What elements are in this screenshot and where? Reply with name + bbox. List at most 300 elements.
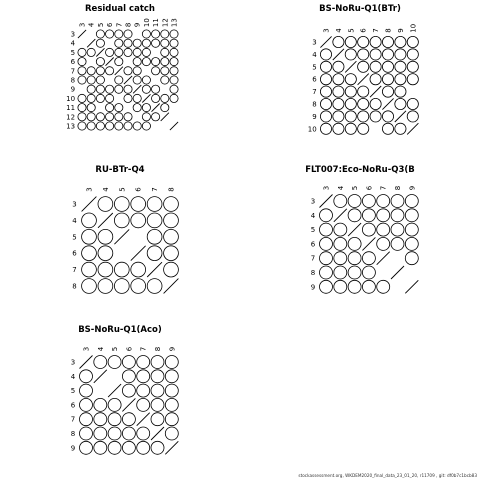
correlation-circle [78, 48, 86, 56]
correlation-circle [362, 209, 375, 222]
column-label: 12 [161, 18, 170, 28]
diagonal-mark [131, 246, 146, 261]
correlation-circle [142, 58, 150, 66]
correlation-circle [124, 113, 132, 121]
correlation-circle [391, 209, 404, 222]
correlation-circle [98, 197, 113, 212]
column-label: 9 [408, 185, 417, 191]
diagonal-mark [80, 356, 93, 369]
row-label: 4 [70, 372, 76, 381]
correlation-circle [395, 98, 406, 109]
correlation-circle [87, 104, 95, 112]
correlation-circle [370, 74, 381, 85]
panel-title: BS-NoRu-Q1(Aco) [78, 325, 162, 335]
row-label: 7 [310, 254, 316, 263]
correlation-circle [151, 398, 164, 411]
row-label: 9 [70, 85, 76, 94]
correlation-circle [348, 209, 361, 222]
row-label: 8 [70, 430, 76, 438]
correlation-circle [405, 237, 418, 250]
row-label: 9 [312, 112, 317, 121]
correlation-circle [407, 74, 418, 85]
correlation-circle [164, 197, 179, 212]
correlation-circle [407, 49, 418, 60]
column-label: 5 [351, 185, 360, 191]
correlation-circle [98, 279, 113, 294]
correlation-circle [152, 39, 160, 47]
correlation-circle [87, 76, 95, 84]
column-label: 4 [96, 346, 105, 352]
correlation-circle [80, 384, 93, 397]
column-label: 4 [334, 28, 343, 33]
correlation-circle [142, 39, 150, 47]
correlation-circle [131, 213, 146, 228]
correlation-circle [115, 122, 123, 130]
correlation-circle [133, 122, 141, 130]
column-label: 7 [372, 28, 381, 33]
column-label: 9 [168, 346, 177, 352]
correlation-circle [391, 223, 404, 236]
correlation-circle [320, 49, 331, 60]
correlation-circle [161, 48, 169, 56]
correlation-circle [78, 58, 86, 66]
correlation-circle [122, 370, 135, 383]
correlation-circle [320, 74, 331, 85]
column-label: 10 [409, 23, 418, 33]
column-label: 8 [167, 187, 176, 192]
correlation-circle [377, 223, 390, 236]
row-label: 3 [72, 200, 77, 209]
column-label: 3 [85, 187, 94, 192]
correlation-circle [124, 122, 132, 130]
correlation-circle [108, 427, 121, 440]
correlation-circle [122, 413, 135, 426]
correlation-circle [407, 61, 418, 72]
correlation-circle [96, 85, 104, 93]
row-label: 6 [310, 240, 316, 249]
correlation-circle [358, 61, 369, 72]
correlation-circle [334, 223, 347, 236]
correlation-circle [147, 229, 162, 244]
column-label: 5 [347, 28, 356, 33]
correlation-circle [382, 123, 393, 134]
correlation-circle [137, 441, 150, 454]
correlation-circle [333, 98, 344, 109]
correlation-circle [82, 246, 97, 261]
correlation-circle [382, 86, 393, 97]
row-label: 8 [312, 100, 317, 109]
column-label: 6 [365, 185, 374, 191]
correlation-circle [358, 98, 369, 109]
correlation-circle [345, 86, 356, 97]
column-label: 5 [111, 346, 120, 352]
correlation-circle [151, 356, 164, 369]
correlation-circle [152, 85, 160, 93]
diagonal-mark [345, 61, 356, 72]
correlation-circle [106, 104, 114, 112]
correlation-circle [96, 122, 104, 130]
correlation-circle [370, 98, 381, 109]
correlation-circle [362, 252, 375, 265]
correlation-circle [142, 76, 150, 84]
correlation-circle [358, 111, 369, 122]
correlation-circle [320, 209, 333, 222]
correlation-circle [377, 209, 390, 222]
diagonal-mark [78, 30, 86, 38]
correlation-circle [334, 252, 347, 265]
correlation-circle [94, 356, 107, 369]
correlation-circle [320, 280, 333, 293]
correlation-circle [391, 237, 404, 250]
correlation-circle [362, 223, 375, 236]
correlation-circle [320, 98, 331, 109]
correlation-circle [98, 229, 113, 244]
correlation-circle [96, 94, 104, 102]
row-label: 4 [312, 50, 317, 59]
diagonal-mark [114, 229, 129, 244]
correlation-circle [115, 39, 123, 47]
correlation-circle [320, 61, 331, 72]
correlation-circle [362, 280, 375, 293]
correlation-circle [161, 30, 169, 38]
correlation-circle [320, 123, 331, 134]
column-label: 5 [118, 187, 127, 192]
correlation-circle [333, 36, 344, 47]
correlation-circle [320, 223, 333, 236]
correlation-circle [78, 67, 86, 75]
correlation-circle [94, 413, 107, 426]
row-label: 6 [70, 58, 76, 67]
correlation-circle [80, 413, 93, 426]
correlation-circle [345, 36, 356, 47]
diagonal-mark [164, 279, 179, 294]
row-label: 6 [72, 249, 77, 258]
correlation-circle [96, 113, 104, 121]
correlation-circle [395, 49, 406, 60]
correlation-circle [94, 441, 107, 454]
correlation-circle [377, 195, 390, 208]
row-label: 3 [310, 197, 316, 206]
correlation-circle [334, 266, 347, 279]
correlation-circle [320, 237, 333, 250]
correlation-circle [98, 246, 113, 261]
correlation-circle [108, 356, 121, 369]
column-label: 8 [394, 185, 402, 191]
correlation-circle [114, 213, 129, 228]
correlation-circle [170, 48, 178, 56]
correlation-circle [87, 122, 95, 130]
correlation-circle [334, 237, 347, 250]
diagonal-mark [137, 413, 150, 426]
column-label: 7 [139, 346, 148, 352]
correlation-circle [114, 262, 129, 277]
column-label: 4 [336, 185, 345, 191]
correlation-circle [370, 61, 381, 72]
row-label: 8 [72, 282, 77, 291]
diagonal-mark [82, 197, 97, 212]
correlation-circle [96, 67, 104, 75]
correlation-circle [115, 76, 123, 84]
correlation-circle [395, 123, 406, 134]
correlation-circle [94, 398, 107, 411]
correlation-circle [115, 30, 123, 38]
row-label: 4 [72, 216, 77, 225]
correlation-circle [395, 74, 406, 85]
correlation-circle [80, 398, 93, 411]
row-label: 3 [70, 30, 76, 39]
correlation-circle [106, 85, 114, 93]
correlation-circle [170, 58, 178, 66]
correlation-circle [131, 197, 146, 212]
row-label: 12 [66, 113, 76, 122]
correlation-circle [137, 398, 150, 411]
correlation-circle [124, 39, 132, 47]
diagonal-mark [151, 427, 164, 440]
diagonal-mark [333, 49, 344, 60]
correlation-circle [170, 39, 178, 47]
diagonal-mark [320, 195, 333, 208]
correlation-circle [370, 36, 381, 47]
correlation-circle [333, 123, 344, 134]
correlation-circle [334, 280, 347, 293]
diagonal-mark [407, 123, 418, 134]
correlation-circle [382, 74, 393, 85]
correlation-circle [133, 76, 141, 84]
correlation-circle [345, 74, 356, 85]
correlation-circle [170, 67, 178, 75]
correlation-circle [87, 85, 95, 93]
panel-title: BS-NoRu-Q1(BTr) [319, 4, 401, 14]
correlation-circle [82, 262, 97, 277]
row-label: 4 [310, 211, 316, 220]
column-label: 9 [396, 28, 405, 33]
row-label: 9 [310, 283, 316, 292]
correlation-circle [161, 39, 169, 47]
correlation-circle [161, 67, 169, 75]
correlation-circle [124, 67, 132, 75]
correlation-circle [170, 94, 178, 102]
correlation-circle [345, 111, 356, 122]
correlation-circle [152, 30, 160, 38]
row-label: 8 [70, 76, 76, 85]
correlation-circle [407, 36, 418, 47]
correlation-circle [362, 266, 375, 279]
correlation-circle [147, 246, 162, 261]
row-label: 8 [310, 269, 316, 277]
column-label: 6 [125, 346, 134, 352]
diagonal-mark [320, 36, 331, 47]
correlation-circle [405, 252, 418, 265]
correlation-circle [382, 36, 393, 47]
correlation-circle [96, 39, 104, 47]
correlation-circle [124, 30, 132, 38]
correlation-circle [80, 427, 93, 440]
correlation-circle [320, 252, 333, 265]
correlation-circle [152, 58, 160, 66]
correlation-circle [115, 104, 123, 112]
column-label: 6 [359, 28, 368, 33]
correlation-circle [170, 76, 178, 84]
correlation-circle [151, 384, 164, 397]
correlation-circle [395, 36, 406, 47]
row-label: 7 [70, 415, 76, 424]
correlation-circle [164, 246, 179, 261]
diagonal-mark [358, 74, 369, 85]
row-label: 5 [72, 233, 77, 242]
correlation-circle [395, 61, 406, 72]
correlation-circle [382, 49, 393, 60]
correlation-circle [165, 370, 178, 383]
diagonal-mark [108, 384, 121, 397]
correlation-circle [115, 113, 123, 121]
correlation-circle [345, 123, 356, 134]
correlation-circle [161, 104, 169, 112]
correlation-circle [131, 279, 146, 294]
correlation-circle [82, 229, 97, 244]
column-label: 3 [78, 22, 87, 28]
correlation-circle [161, 58, 169, 66]
correlation-circle [78, 94, 86, 102]
correlation-circle [94, 427, 107, 440]
correlation-circle [377, 237, 390, 250]
row-label: 7 [72, 266, 77, 275]
correlation-circle [82, 279, 97, 294]
diagonal-mark [152, 104, 160, 112]
correlation-circle [106, 94, 114, 102]
column-label: 7 [379, 185, 388, 191]
correlation-circle [96, 58, 104, 66]
column-label: 4 [87, 22, 96, 28]
correlation-circle [320, 266, 333, 279]
correlation-circle [161, 76, 169, 84]
correlation-circle [170, 85, 178, 93]
correlation-circle [161, 94, 169, 102]
correlation-circle [137, 427, 150, 440]
diagonal-mark [161, 113, 169, 121]
column-label: 8 [124, 22, 133, 28]
diagonal-mark [87, 39, 95, 47]
correlation-circle [333, 86, 344, 97]
correlation-circle [348, 266, 361, 279]
correlation-circle [131, 262, 146, 277]
correlation-circle [78, 113, 86, 121]
correlation-circle [106, 113, 114, 121]
correlation-circle [405, 195, 418, 208]
correlation-circle [108, 441, 121, 454]
correlation-circle [165, 384, 178, 397]
correlation-circle [165, 413, 178, 426]
correlation-circle [147, 197, 162, 212]
column-label: 5 [96, 22, 105, 28]
column-label: 8 [154, 346, 162, 352]
correlation-circle [133, 48, 141, 56]
correlation-circle [96, 30, 104, 38]
correlation-circle [142, 113, 150, 121]
correlation-circle [106, 67, 114, 75]
column-label: 6 [134, 187, 143, 192]
correlation-circle [137, 384, 150, 397]
diagonal-mark [395, 111, 406, 122]
diagonal-mark [96, 48, 104, 56]
correlation-circle [115, 58, 123, 66]
row-label: 3 [312, 38, 317, 47]
diagonal-mark [382, 98, 393, 109]
diagonal-mark [115, 67, 123, 75]
correlation-circle [124, 85, 132, 93]
correlation-circle [164, 262, 179, 277]
row-label: 7 [70, 67, 76, 76]
correlation-circle [108, 413, 121, 426]
correlation-circle [142, 85, 150, 93]
column-label: 3 [322, 185, 331, 191]
column-label: 8 [384, 28, 393, 33]
correlation-circle [333, 61, 344, 72]
column-label: 7 [115, 22, 124, 28]
column-label: 13 [170, 18, 179, 28]
footer-text: stockassessment.org, WKDEM2020_final_data_23_01_20, r11709 , git: df0b7c1bcb83 [298, 473, 477, 478]
row-label: 4 [70, 39, 76, 48]
column-label: 10 [142, 18, 151, 28]
column-label: 7 [151, 187, 160, 192]
correlation-circle [147, 213, 162, 228]
correlation-circle [142, 104, 150, 112]
correlation-circle [122, 441, 135, 454]
correlation-circle [348, 252, 361, 265]
correlation-circle [405, 209, 418, 222]
correlation-circle [334, 195, 347, 208]
correlation-circle [151, 370, 164, 383]
correlation-circle [115, 48, 123, 56]
correlation-circle [358, 123, 369, 134]
correlation-circle [358, 49, 369, 60]
correlation-circle [345, 98, 356, 109]
correlation-circle [348, 280, 361, 293]
correlation-circle [122, 356, 135, 369]
row-label: 5 [70, 48, 76, 57]
correlation-circle [98, 262, 113, 277]
row-label: 5 [310, 226, 316, 235]
correlation-circle [320, 86, 331, 97]
correlation-circle [78, 122, 86, 130]
correlation-circle [87, 48, 95, 56]
correlation-circle [320, 111, 331, 122]
row-label: 3 [70, 358, 76, 367]
correlation-circle [133, 39, 141, 47]
correlation-circle [114, 279, 129, 294]
correlation-circle [152, 113, 160, 121]
column-label: 3 [82, 346, 91, 352]
diagonal-mark [122, 398, 135, 411]
correlation-circle [87, 67, 95, 75]
correlation-circle [333, 111, 344, 122]
correlation-circle [407, 111, 418, 122]
diagonal-mark [170, 122, 178, 130]
correlation-circle [170, 30, 178, 38]
correlation-circle [108, 398, 121, 411]
diagonal-mark [362, 237, 375, 250]
diagonal-mark [142, 94, 150, 102]
correlation-circle [164, 213, 179, 228]
row-label: 11 [66, 104, 76, 113]
row-label: 13 [66, 122, 76, 131]
correlation-circle [106, 122, 114, 130]
row-label: 10 [66, 94, 76, 103]
correlation-circle [348, 195, 361, 208]
correlation-circle [133, 94, 141, 102]
correlation-circle [164, 229, 179, 244]
diagonal-mark [334, 209, 347, 222]
correlation-circle [142, 48, 150, 56]
